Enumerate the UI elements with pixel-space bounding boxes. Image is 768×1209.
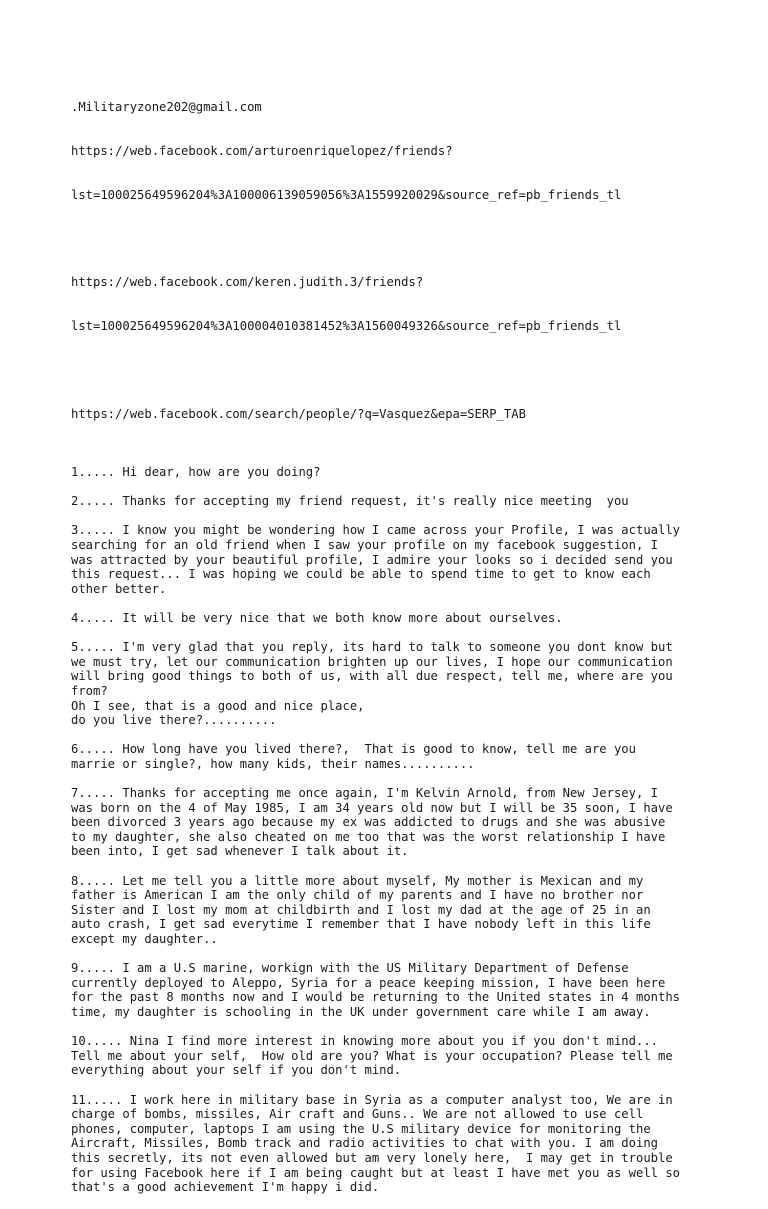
message-line: to my daughter, she also cheated on me too that was the worst relationship I have — [71, 829, 666, 844]
message-paragraph — [71, 786, 711, 859]
message-line: 2..... Thanks for accepting my friend request, it's really nice meeting you — [71, 494, 629, 509]
message-paragraph — [71, 523, 711, 596]
message-paragraph — [71, 1034, 711, 1078]
message-line: 9..... I am a U.S marine, workign with the US Military Department of Defense — [71, 961, 629, 976]
message-line: for the past 8 months now and I would be returning to the United states in 4 months — [71, 990, 681, 1005]
link-block — [71, 246, 711, 363]
link-line: https://web.facebook.com/search/people/?q=Vasquez&epa=SERP_TAB — [71, 406, 526, 421]
message-line: currently deployed to Aleppo, Syria for a peace keeping mission, I have been here — [71, 975, 666, 990]
message-line: marrie or single?, how many kids, their names.......... — [71, 756, 475, 771]
link-line: https://web.facebook.com/keren.judith.3/friends? — [71, 275, 424, 290]
message-paragraph — [71, 1093, 711, 1195]
message-line: Sister and I lost my mom at childbirth and I lost my dad at the age of 25 in an — [71, 902, 651, 917]
message-line: father is American I am the only child of my parents and I have no brother nor — [71, 888, 644, 903]
message-line: was attracted by your beautiful profile, I admire your looks so i decided send you — [71, 552, 673, 567]
message-line: was born on the 4 of May 1985, I am 34 years old now but I will be 35 soon, I have — [71, 800, 673, 815]
message-line: 1..... Hi dear, how are you doing? — [71, 465, 321, 480]
link-block — [71, 377, 711, 450]
document-page — [71, 71, 711, 1209]
message-line: 6..... How long have you lived there?, That is good to know, tell me are you — [71, 742, 636, 757]
message-line: this secretly, its not even allowed but am very lonely here, I may get in trouble — [71, 1150, 673, 1165]
message-line: Aircraft, Missiles, Bomb track and radio activities to chat with you. I am doing — [71, 1136, 658, 1151]
header-block — [71, 71, 711, 232]
message-paragraph — [71, 611, 711, 626]
message-line: for using Facebook here if I am being caught but at least I have met you as well so — [71, 1165, 681, 1180]
message-line: charge of bombs, missiles, Air craft and Guns.. We are not allowed to use cell — [71, 1107, 644, 1122]
message-line: phones, computer, laptops I am using the U.S military device for monitoring the — [71, 1121, 651, 1136]
message-line: 7..... Thanks for accepting me once again, I'm Kelvin Arnold, from New Jersey, I — [71, 786, 658, 801]
email-line: .Militaryzone202@gmail.com — [71, 100, 262, 115]
message-line: except my daughter.. — [71, 932, 218, 947]
message-paragraph — [71, 961, 711, 1019]
message-paragraph — [71, 465, 711, 480]
message-paragraph — [71, 494, 711, 509]
message-line: this request... I was hoping we could be able to spend time to get to know each — [71, 567, 651, 582]
message-line: 11..... I work here in military base in Syria as a computer analyst too, We are in — [71, 1092, 673, 1107]
message-line: will bring good things to both of us, with all due respect, tell me, where are you — [71, 669, 673, 684]
message-line: Oh I see, that is a good and nice place, — [71, 698, 365, 713]
message-line: from? — [71, 683, 108, 698]
message-line: been divorced 3 years ago because my ex was addicted to drugs and she was abusive — [71, 815, 666, 830]
message-line: 8..... Let me tell you a little more about myself, My mother is Mexican and my — [71, 873, 644, 888]
message-line: auto crash, I get sad everytime I remember that I have nobody left in this life — [71, 917, 651, 932]
message-line: we must try, let our communication brighten up our lives, I hope our communication — [71, 654, 673, 669]
link-line: lst=100025649596204%3A100004010381452%3A1560049326&source_ref=pb_friends_tl — [71, 319, 622, 334]
message-paragraph — [71, 874, 711, 947]
message-paragraph — [71, 640, 711, 728]
link-line: https://web.facebook.com/arturoenriquelopez/friends? — [71, 143, 453, 158]
message-line: other better. — [71, 581, 167, 596]
message-line: 4..... It will be very nice that we both know more about ourselves. — [71, 610, 563, 625]
message-line: 3..... I know you might be wondering how I came across your Profile, I was actually — [71, 523, 681, 538]
link-line: lst=100025649596204%3A100006139059056%3A1559920029&source_ref=pb_friends_tl — [71, 187, 622, 202]
messages-list — [71, 465, 711, 1195]
message-line: searching for an old friend when I saw your profile on my facebook suggestion, I — [71, 538, 658, 552]
message-line: been into, I get sad whenever I talk about it. — [71, 844, 409, 859]
message-line: Tell me about your self, How old are you? What is your occupation? Please tell me — [71, 1048, 673, 1063]
message-line: that's a good achievement I'm happy i did. — [71, 1180, 380, 1195]
message-line: time, my daughter is schooling in the UK under government care while I am away. — [71, 1005, 651, 1019]
message-line: do you live there?.......... — [71, 713, 277, 728]
message-line: everything about your self if you don't mind. — [71, 1063, 402, 1078]
message-paragraph — [71, 742, 711, 771]
message-line: 5..... I'm very glad that you reply, its hard to talk to someone you dont know but — [71, 640, 673, 655]
message-line: 10..... Nina I find more interest in knowing more about you if you don't mind... — [71, 1034, 658, 1049]
